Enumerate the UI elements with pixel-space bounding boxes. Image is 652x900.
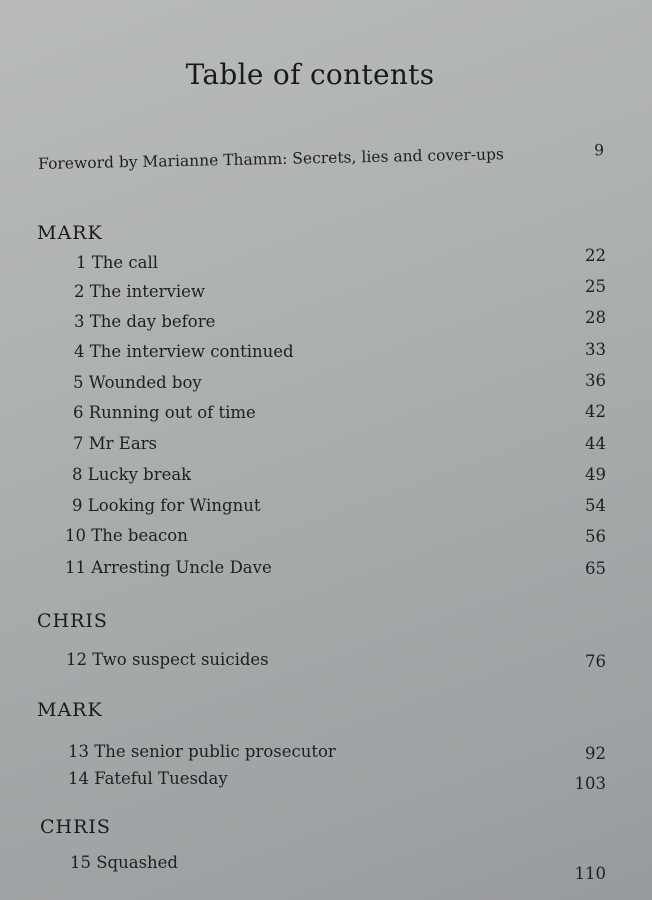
toc-entry-page: 92 (585, 744, 606, 763)
section-heading-mark: MARK (37, 699, 103, 721)
toc-entry-page: 36 (585, 371, 606, 390)
toc-entry-page: 22 (585, 246, 606, 265)
toc-entry-page: 76 (585, 652, 606, 671)
toc-entry-label: 11 Arresting Uncle Dave (65, 558, 272, 577)
toc-entry (0, 558, 652, 580)
toc-entry (0, 526, 652, 548)
section-heading-mark: MARK (37, 222, 103, 244)
toc-entry-label: 15 Squashed (70, 853, 178, 872)
toc-entry-page: 44 (585, 434, 606, 453)
toc-entry-page: 56 (585, 527, 606, 546)
section-heading-chris: CHRIS (40, 816, 111, 838)
toc-entry-label: 14 Fateful Tuesday (68, 769, 228, 788)
toc-entry-label: 1 The call (76, 253, 159, 272)
foreword-page-number: 9 (593, 141, 605, 160)
toc-entry (0, 496, 652, 518)
toc-entry (0, 403, 652, 425)
toc-entry (0, 465, 652, 487)
toc-entry-label: 7 Mr Ears (73, 434, 158, 453)
toc-entry-page: 103 (574, 774, 606, 793)
toc-entry (0, 769, 652, 791)
toc-entry-label: 10 The beacon (65, 526, 188, 545)
toc-entry (0, 372, 652, 394)
toc-entry-label: 2 The interview (74, 282, 206, 301)
toc-entry-label: 13 The senior public prosecutor (68, 742, 336, 761)
foreword-label: Foreword by Marianne Thamm: Secrets, lies and cover-ups (38, 145, 505, 173)
foreword-entry (38, 141, 608, 173)
toc-entry (0, 434, 652, 456)
toc-entry-page: 49 (585, 465, 606, 484)
toc-entry-label: 3 The day before (74, 312, 216, 331)
toc-entry (0, 246, 652, 273)
toc-entry-page: 33 (585, 340, 606, 359)
toc-entry-page: 54 (585, 496, 606, 515)
toc-entry-page: 25 (585, 277, 606, 296)
toc-entry-page: 110 (574, 864, 606, 883)
toc-entry (0, 742, 652, 764)
toc-entry-page: 28 (585, 308, 606, 327)
toc-entry (0, 650, 652, 672)
page-title: Table of contents (185, 58, 435, 91)
toc-entry-label: 5 Wounded boy (73, 373, 202, 392)
toc-entry-page: 65 (585, 559, 606, 578)
toc-entry-label: 12 Two suspect suicides (66, 650, 269, 669)
toc-entry-page: 42 (585, 402, 606, 421)
toc-entry (0, 277, 652, 303)
toc-entry-label: 9 Looking for Wingnut (72, 496, 261, 515)
toc-entry-label: 8 Lucky break (72, 465, 192, 484)
toc-entry (0, 341, 652, 363)
toc-entry-label: 6 Running out of time (73, 403, 256, 422)
toc-entry (0, 853, 652, 883)
toc-entry-label: 4 The interview continued (74, 342, 294, 361)
section-heading-chris: CHRIS (37, 610, 108, 632)
toc-entry (0, 308, 652, 333)
